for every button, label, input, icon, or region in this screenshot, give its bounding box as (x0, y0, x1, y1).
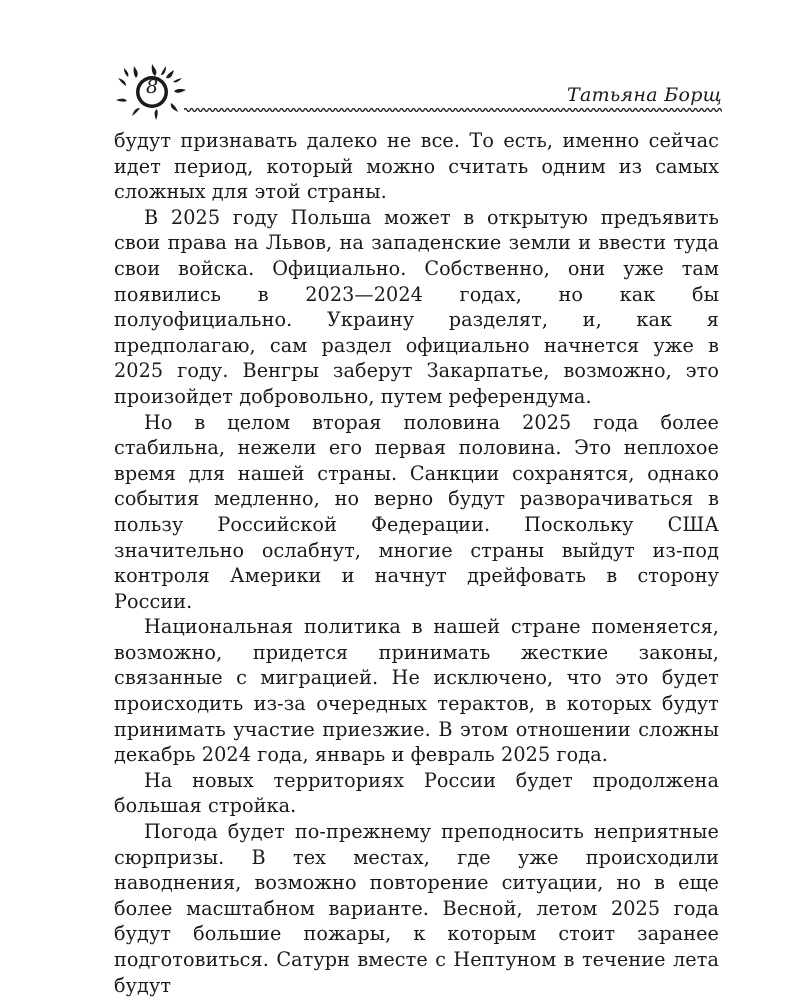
page-header (112, 62, 722, 122)
paragraph-6: Погода будет по-прежнему преподносить неприятные сюрпризы. В тех местах, где уже происходили наводнения, возможно повторение ситуации, но в еще более масштабном варианте. Весной, летом 2025 года будут большие пожары, к которым стоит заранее подготовиться. Сатурн вместе с Нептуном в течение лета будут (114, 820, 719, 997)
paragraph-2: В 2025 году Польша может в открытую предъявить свои права на Львов, на западенские земли и ввести туда свои войска. Официально. Собственно, они уже там появились в 2023—2024 годах, но как бы полуофициально. Украину разделят, и, как я предполагаю, сам раздел официально начнется уже в 2025 году. Венгры заберут Закарпатье, возможно, это произойдет добровольно, путем референдума. (114, 205, 719, 408)
paragraph-3: Но в целом вторая половина 2025 года более стабильна, нежели его первая половина. Это неплохое время для нашей страны. Санкции сохранятся, однако события медленно, но верно будут разворачиваться в пользу Российской Федерации. Поскольку США значительно ослабнут, многие страны выйдут из-под контроля Америки и начнут дрейфовать в сторону России. (114, 410, 719, 613)
paragraph-4: Национальная политика в нашей стране поменяется, возможно, придется принимать жесткие законы, связанные с миграцией. Не исключено, что это будет происходить из-за очередных терактов, в которых будут принимать участие приезжие. В этом отношении сложны декабрь 2024 года, январь и февраль 2025 года. (114, 615, 719, 767)
page-number: 8 (145, 76, 159, 98)
paragraph-5: На новых территориях России будет продолжена большая стройка. (114, 768, 719, 818)
running-head-author: Татьяна Борщ (566, 84, 722, 106)
wavy-rule-divider (184, 106, 722, 114)
body-text (114, 128, 719, 998)
paragraph-1: будут признавать далеко не все. То есть, именно сейчас идет период, который можно считать одним из самых сложных для этой страны. (114, 129, 719, 204)
